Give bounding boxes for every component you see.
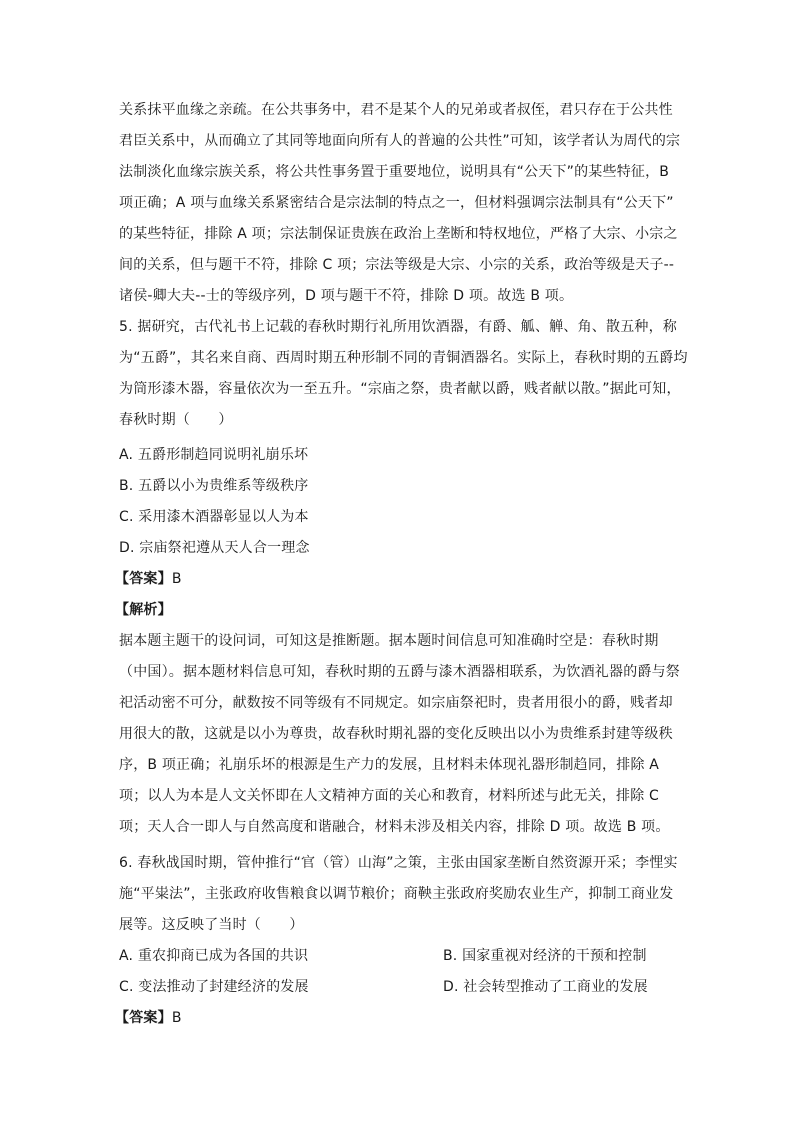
q6-stem-line-2: 施“平粜法”，主张政府收售粮食以调节粮价；商鞅主张政府奖励农业生产，抑制工商业发: [119, 886, 674, 902]
q5-answer: [115, 569, 681, 589]
q5-option-a: A. 五爵形制趋同说明礼崩乐坏: [119, 447, 309, 463]
q5-stem-line-3: 为筒形漆木器，容量依次为一至五升。“宗庙之祭，贵者献以爵，贱者献以散。”据此可知，: [119, 381, 681, 397]
q4-explanation-line-3: 法制淡化血缘宗族关系，将公共性事务置于重要地位，说明具有“公天下”的某些特征，B: [119, 164, 670, 180]
q6-option-c: C. 变法推动了封建经济的发展: [119, 979, 309, 995]
q5-analysis-line-1: 据本题主题干的设问词，可知这是推断题。据本题时间信息可知准确时空是：春秋时期: [119, 633, 659, 649]
q6-answer: [115, 1008, 681, 1028]
q6-stem-line-1: 6. 春秋战国时期，管仲推行“官（管）山海”之策，主张由国家垄断自然资源开采；李悝实: [119, 855, 678, 871]
q4-explanation-line-1: 关系抹平血缘之亲疏。在公共事务中，君不是某个人的兄弟或者叔侄，君只存在于公共性: [119, 102, 673, 118]
q6-answer-label: 【答案】: [115, 1010, 172, 1026]
q6-option-b: B. 国家重视对经济的干预和控制: [443, 948, 647, 964]
q5-analysis-line-7: 项；天人合一即人与自然高度和谐融合，材料未涉及相关内容，排除 D 项。故选 B 项。: [119, 819, 670, 835]
q6-stem-line-3: 展等。这反映了当时（ ）: [119, 917, 304, 933]
q5-answer-label: 【答案】: [115, 571, 172, 587]
q5-option-b: B. 五爵以小为贵维系等级秩序: [119, 478, 309, 494]
q6-answer-value: B: [171, 1010, 182, 1026]
q5-analysis-line-5: 序，B 项正确；礼崩乐坏的根源是生产力的发展，且材料未体现礼器形制趋同，排除 A: [119, 757, 660, 773]
q5-analysis-label: [115, 600, 681, 620]
q5-analysis-label-text: 【解析】: [115, 602, 172, 618]
q6-option-d: D. 社会转型推动了工商业的发展: [443, 979, 648, 995]
q6-option-a: A. 重农抑商已成为各国的共识: [119, 948, 309, 964]
q5-stem-line-1: 5. 据研究，古代礼书上记载的春秋时期行礼所用饮酒器，有爵、觚、觯、角、散五种，称: [119, 319, 678, 335]
q4-explanation-line-7: 诸侯-卿大夫--士的等级序列，D 项与题干不符，排除 D 项。故选 B 项。: [119, 288, 574, 304]
q5-analysis-line-4: 用很大的散，这就是以小为尊贵，故春秋时期礼器的变化反映出以小为贵维系封建等级秩: [119, 726, 673, 742]
q5-analysis-line-2: （中国）。据本题材料信息可知，春秋时期的五爵与漆木酒器相联系，为饮酒礼器的爵与祭: [119, 664, 680, 680]
q4-explanation-line-2: 君臣关系中，从而确立了其同等地面向所有人的普遍的公共性”可知，该学者认为周代的宗: [119, 133, 681, 149]
q4-explanation-line-5: 的某些特征，排除 A 项；宗法制保证贵族在政治上垄断和特权地位，严格了大宗、小宗之: [119, 226, 678, 242]
q5-answer-value: B: [171, 571, 182, 587]
q5-analysis-line-6: 项；以人为本是人文关怀即在人文精神方面的关心和教育，材料所述与此无关，排除 C: [119, 788, 660, 804]
q5-stem-line-2: 为“五爵”，其名来自商、西周时期五种形制不同的青铜酒器名。实际上，春秋时期的五爵均: [119, 350, 688, 366]
q5-stem-line-4: 春秋时期（ ）: [119, 412, 233, 428]
q5-option-c: C. 采用漆木酒器彰显以人为本: [119, 509, 309, 525]
q4-explanation-line-4: 项正确；A 项与血缘关系紧密结合是宗法制的特点之一，但材料强调宗法制具有“公天下”: [119, 195, 674, 211]
q5-analysis-line-3: 祀活动密不可分，献数按不同等级有不同规定。如宗庙祭祀时，贵者用很小的爵，贱者却: [119, 695, 673, 711]
q4-explanation-line-6: 间的关系，但与题干不符，排除 C 项；宗法等级是大宗、小宗的关系，政治等级是天子--: [119, 257, 675, 273]
q5-option-d: D. 宗庙祭祀遵从天人合一理念: [119, 540, 310, 556]
